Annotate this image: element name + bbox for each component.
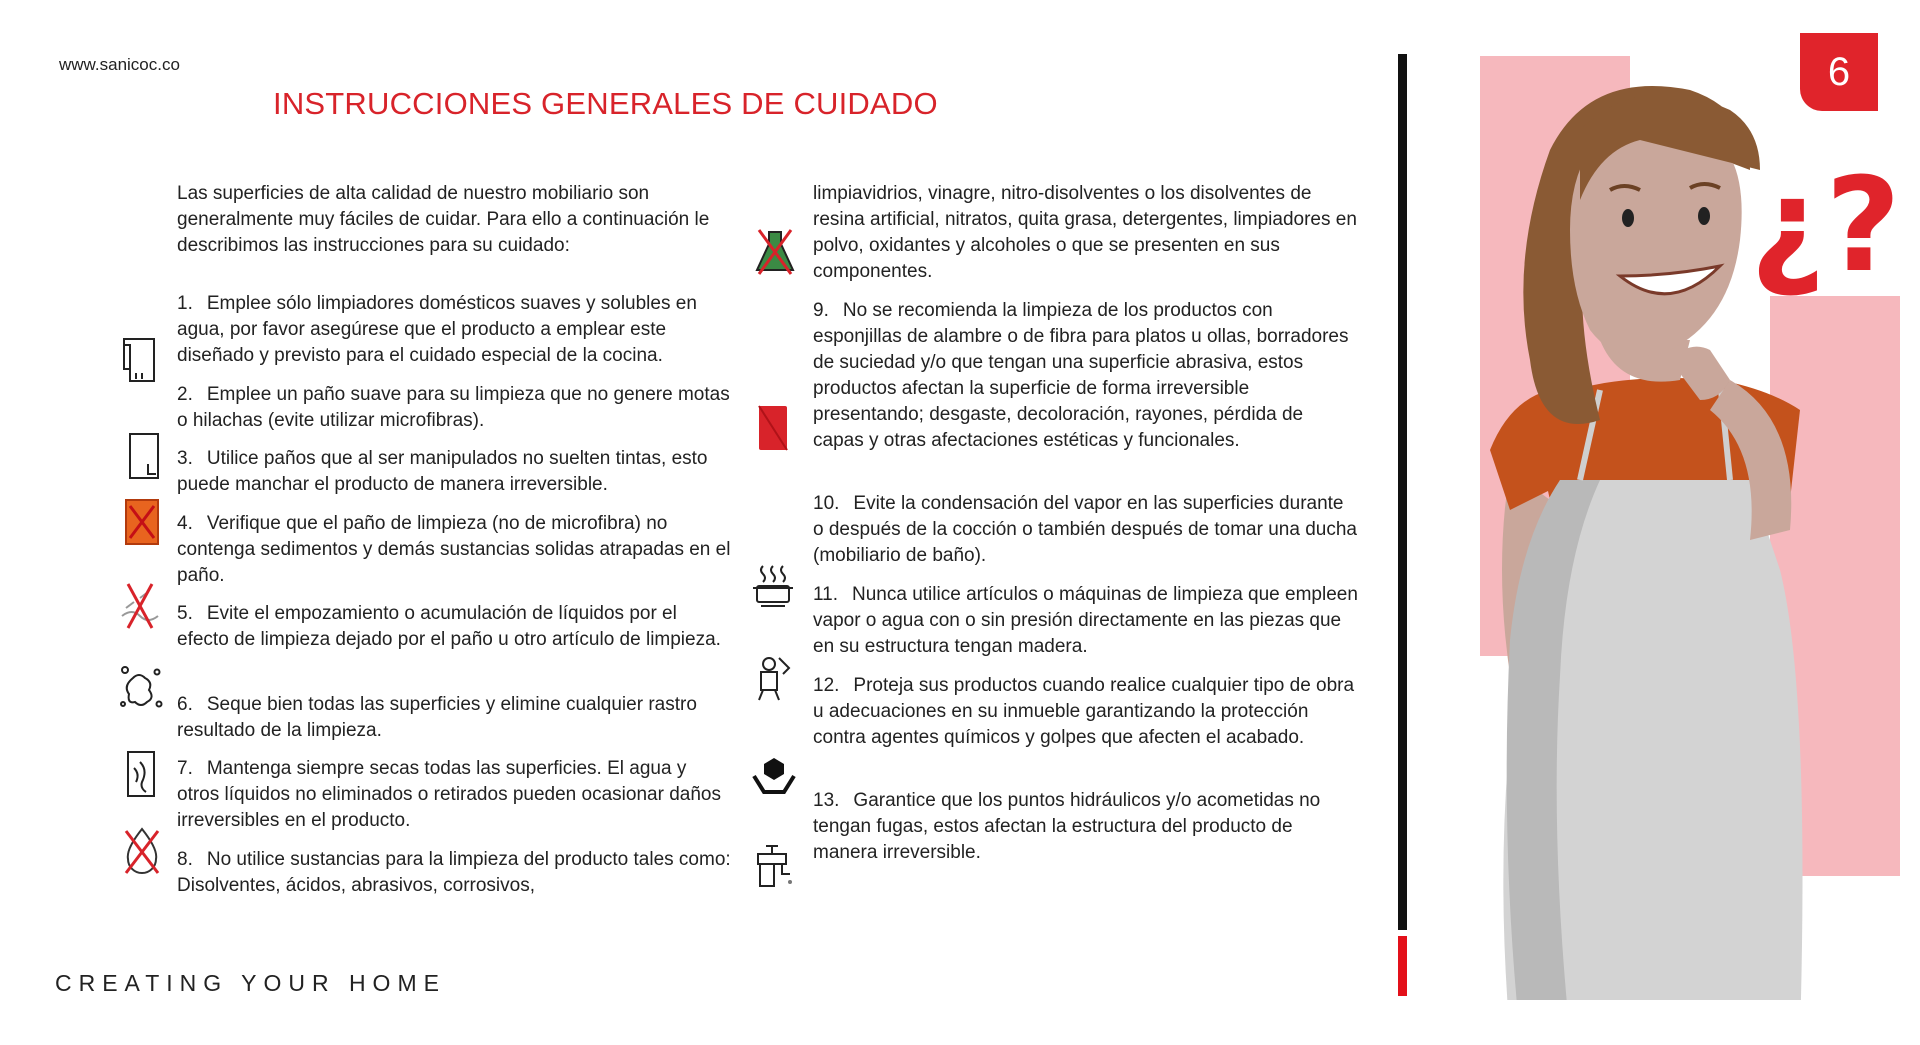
item-number: 6. (177, 694, 193, 715)
care-item-8-continuation: limpiavidrios, vinagre, nitro-disolventes o los disolventes de resina artificial, nitratos, quita grasa, detergentes, limpiadores en polvo, oxidantes y alcoholes o que se presenten en sus componentes. (813, 183, 1357, 282)
protect-hands-icon (750, 752, 798, 804)
faucet-icon (748, 840, 796, 892)
item-number: 13. (813, 790, 840, 811)
care-item-6 (177, 692, 732, 744)
care-item-5 (177, 601, 732, 653)
no-dirty-cloth-icon (120, 496, 168, 548)
care-item-13 (813, 788, 1358, 866)
item-text: Evite la condensación del vapor en las superficies durante o después de la cocción o también después de tomar una ducha (mobiliario de baño). (813, 493, 1357, 566)
item-text: No se recomienda la limpieza de los productos con esponjillas de alambre o de fibra para platos u ollas, borradores de suciedad y/o que tengan una superficie abrasiva, estos productos afectan la superficie de forma irreversible presentando; desgaste, decoloración, rayones, pérdida de capas y otras afectaciones estéticas y funcionales. (813, 300, 1349, 451)
sponge-icon (751, 402, 799, 454)
item-number: 3. (177, 448, 193, 469)
care-item-8 (177, 847, 732, 899)
item-text: Evite el empozamiento o acumulación de líquidos por el efecto de limpieza dejado por el paño u otro artículo de limpieza. (177, 603, 721, 650)
splash-icon (117, 660, 165, 712)
item-text: Verifique que el paño de limpieza (no de microfibra) no contenga sedimentos y demás sustancias solidas atrapadas en el paño. (177, 513, 731, 586)
care-item-10 (813, 491, 1358, 569)
item-text: Garantice que los puntos hidráulicos y/o acometidas no tengan fugas, estos afectan la estructura del producto de manera irreversible. (813, 790, 1321, 863)
site-url[interactable]: www.sanicoc.co (59, 55, 180, 74)
dry-surface-icon (120, 748, 168, 800)
care-item-1 (177, 291, 732, 369)
care-item-12 (813, 673, 1358, 751)
item-number: 5. (177, 603, 193, 624)
item-number: 12. (813, 675, 840, 696)
page-number-badge: 6 (1800, 33, 1878, 111)
item-text: Seque bien todas las superficies y elimine cualquier rastro resultado de la limpieza. (177, 694, 697, 741)
item-text: Mantenga siempre secas todas las superficies. El agua y otros líquidos no eliminados o retirados pueden ocasionar daños irreversibles en el producto. (177, 758, 721, 831)
item-number: 11. (813, 584, 839, 605)
cloth-icon (122, 430, 170, 482)
care-item-9 (813, 298, 1358, 454)
question-mark-graphic: ¿? (1750, 149, 1901, 301)
care-item-7 (177, 756, 732, 834)
item-number: 8. (177, 849, 193, 870)
no-puddle-icon (116, 580, 164, 632)
item-text: Emplee un paño suave para su limpieza que no genere motas o hilachas (evite utilizar microfibras). (177, 384, 730, 431)
item-text: Utilice paños que al ser manipulados no suelten tintas, esto puede manchar el producto de manera irreversible. (177, 448, 708, 495)
care-item-4 (177, 511, 732, 589)
item-text: No utilice sustancias para la limpieza del producto tales como: Disolventes, ácidos, abrasivos, corrosivos, (177, 849, 731, 896)
no-flask-icon (751, 226, 799, 278)
page-title: INSTRUCCIONES GENERALES DE CUIDADO (273, 86, 938, 121)
item-number: 2. (177, 384, 193, 405)
item-number: 4. (177, 513, 193, 534)
steam-pot-icon (749, 562, 797, 614)
item-text: Proteja sus productos cuando realice cualquier tipo de obra u adecuaciones en su inmueble garantizando la protección contra agentes químicos y golpes que afecten el acabado. (813, 675, 1355, 748)
towel-icon (118, 333, 166, 385)
item-number: 9. (813, 300, 829, 321)
woman-illustration (1470, 40, 1910, 1000)
divider-accent (1398, 936, 1407, 996)
item-number: 7. (177, 758, 193, 779)
divider-bar (1398, 54, 1407, 930)
item-number: 1. (177, 293, 193, 314)
care-item-2 (177, 382, 732, 434)
item-text: Emplee sólo limpiadores domésticos suaves y solubles en agua, por favor asegúrese que el producto a emplear este diseñado y previsto para el cuidado especial de la cocina. (177, 293, 697, 366)
item-number: 10. (813, 493, 840, 514)
care-item-11 (813, 582, 1358, 660)
no-chemicals-icon (118, 825, 166, 877)
footer-tagline: CREATING YOUR HOME (55, 970, 446, 996)
tools-icon (749, 652, 797, 704)
intro-paragraph: Las superficies de alta calidad de nuestro mobiliario son generalmente muy fáciles de cuidar. Para ello a continuación le describimos las instrucciones para su cuidado: (177, 183, 710, 256)
item-text: Nunca utilice artículos o máquinas de limpieza que empleen vapor o agua con o sin presión directamente en las piezas que en su estructura tengan madera. (813, 584, 1358, 657)
care-item-3 (177, 446, 732, 498)
